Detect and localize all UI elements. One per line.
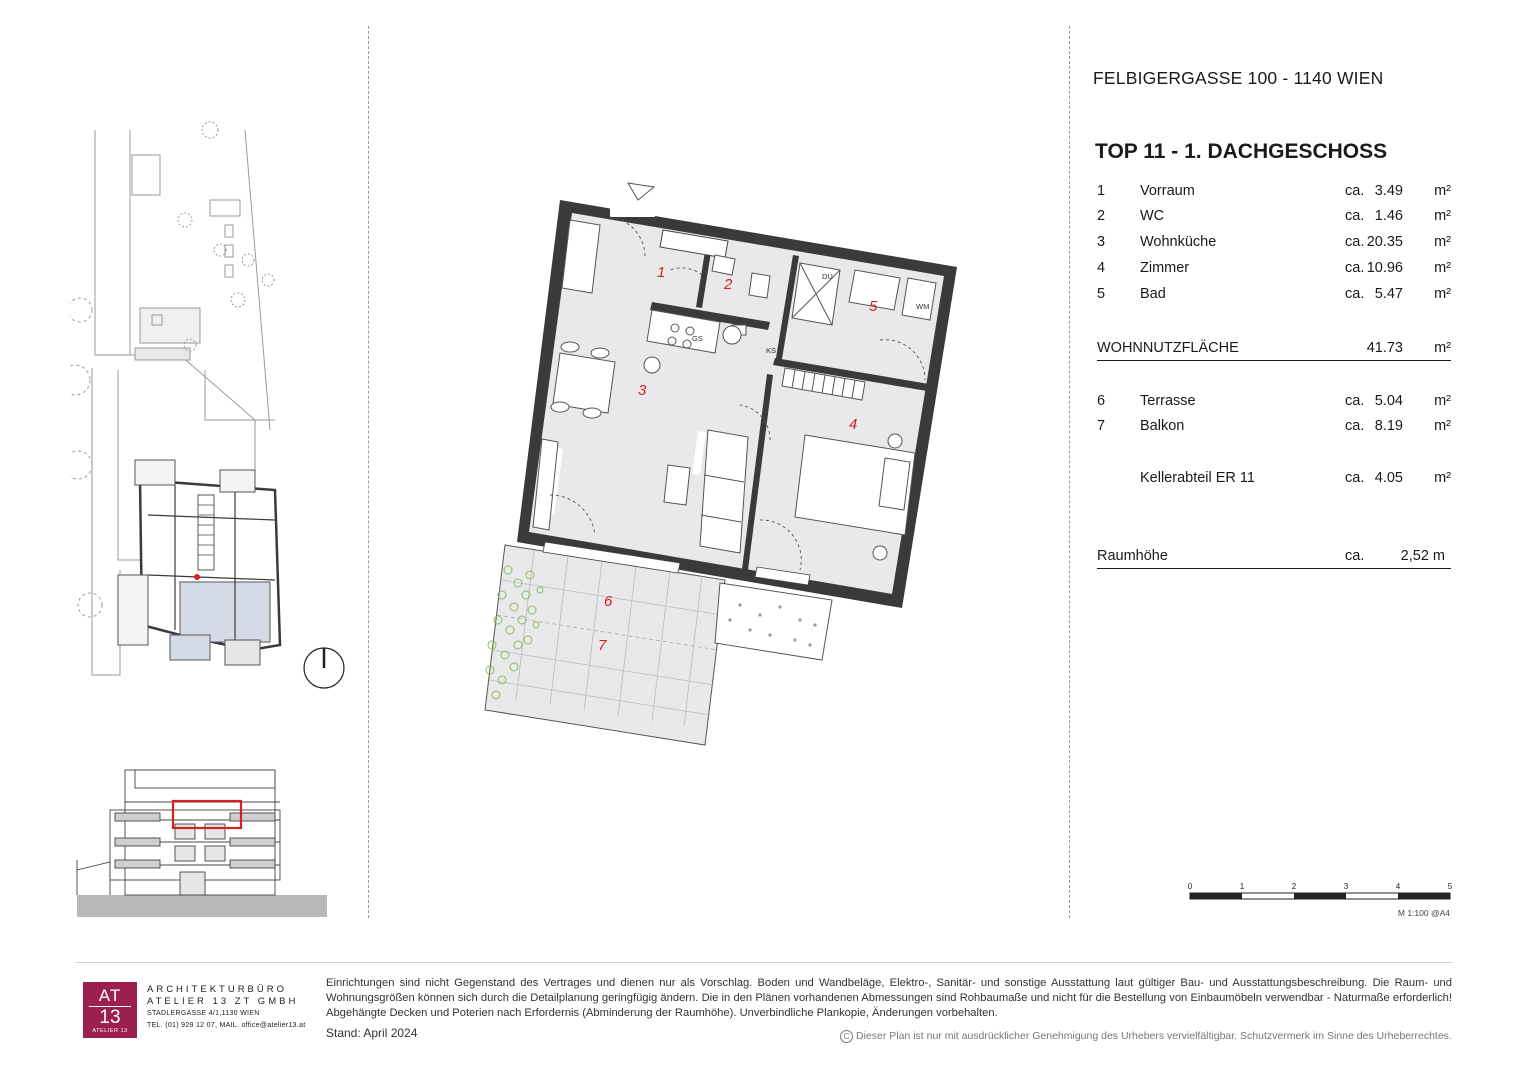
height-ca: ca. xyxy=(1345,548,1365,564)
address: FELBIGERGASSE 100 - 1140 WIEN xyxy=(1093,68,1384,88)
outdoor-name: Terrasse xyxy=(1140,393,1196,409)
room-number: 2 xyxy=(1097,208,1106,224)
logo-text-top: AT xyxy=(98,986,122,1005)
outdoor-number: 6 xyxy=(1097,393,1106,409)
room-label-5: 5 xyxy=(869,298,878,315)
height-label: Raumhöhe xyxy=(1097,548,1168,564)
disclaimer: Einrichtungen sind nicht Gegenstand des Vertrages und dienen nur als Vorschlag. Boden und Wandbeläge, Elektro-, Sanitär- und sonstige Ausstattung laut gültiger Bau- und Ausstattungsbeschreibung. Die Raum- und Wohnungsgrößen können sich durch die Detailplanung geringfügig ändern. Die in den Plänen vorhandenen Abmessungen sind Rohbaumaße und nicht für die Bestellung von Einbaumöbeln verwendbar - Naturmaße erforderlich! Abgehängte Decken und Poterien nach Erfordernis (Abminderung der Raumhöhe). Unverbindliche Plankopie, Änderungen vorbehalten. xyxy=(326,977,1452,1020)
room-label-7: 7 xyxy=(598,637,607,654)
building-footprint xyxy=(118,460,280,665)
room-name: WC xyxy=(1140,208,1165,224)
scale-bar xyxy=(1186,878,1456,922)
room-unit: m² xyxy=(1434,234,1451,250)
total-row xyxy=(1097,340,1451,361)
stand-date: Stand: April 2024 xyxy=(326,1026,418,1040)
outdoor-area: 8.19 xyxy=(1374,418,1403,434)
room-label-1: 1 xyxy=(657,264,666,281)
firm-line: ARCHITEKTURBÜRO xyxy=(147,984,288,995)
firm-contact: TEL. (01) 929 12 07, MAIL. office@atelier13.at xyxy=(147,1022,306,1029)
copyright-text: Dieser Plan ist nur mit ausdrücklicher Genehmigung des Urhebers vervielfältigbar. Schutzvermerk im Sinne des Urheberrechtes. xyxy=(856,1030,1452,1042)
outdoor-row xyxy=(1097,418,1451,438)
shower-label: DU xyxy=(822,272,833,281)
company-logo xyxy=(83,982,137,1038)
divider-right xyxy=(1069,26,1070,918)
scale-tick: 2 xyxy=(1291,882,1297,891)
room-name: Wohnküche xyxy=(1140,234,1217,250)
washer-label: WM xyxy=(916,302,930,311)
room-area: 20.35 xyxy=(1366,234,1403,250)
outdoor-area: 5.04 xyxy=(1374,393,1403,409)
room-ca: ca. xyxy=(1345,234,1365,250)
outdoor-unit: m² xyxy=(1434,418,1451,434)
outdoor-name: Balkon xyxy=(1140,418,1185,434)
outdoor-ca: ca. xyxy=(1345,393,1365,409)
outdoor-ca: ca. xyxy=(1345,418,1365,434)
logo-subtext: ATELIER 13 xyxy=(92,1028,128,1034)
entrance-arrow-icon xyxy=(628,183,654,200)
room-label-6: 6 xyxy=(604,593,613,610)
scale-tick: 1 xyxy=(1239,882,1245,891)
room-number: 3 xyxy=(1097,234,1106,250)
north-arrow xyxy=(304,648,344,688)
unit-title: TOP 11 - 1. DACHGESCHOSS xyxy=(1095,140,1388,163)
room-row xyxy=(1097,260,1451,280)
cellar-name: Kellerabteil ER 11 xyxy=(1140,470,1255,486)
cellar-unit: m² xyxy=(1434,470,1451,486)
room-name: Zimmer xyxy=(1140,260,1190,276)
room-area: 5.47 xyxy=(1374,286,1403,302)
total-area: 41.73 xyxy=(1366,340,1403,356)
room-label-2: 2 xyxy=(724,276,733,293)
firm-address: STADLERGASSE 4/1,1130 WIEN xyxy=(147,1010,260,1017)
floor-plan xyxy=(470,175,1010,755)
outdoor-number: 7 xyxy=(1097,418,1106,434)
outdoor-unit: m² xyxy=(1434,393,1451,409)
room-area: 10.96 xyxy=(1366,260,1403,276)
room-unit: m² xyxy=(1434,286,1451,302)
room-ca: ca. xyxy=(1345,260,1365,276)
room-unit: m² xyxy=(1434,183,1451,199)
firm-line: ATELIER 13 ZT GMBH xyxy=(147,996,299,1007)
room-area: 1.46 xyxy=(1374,208,1403,224)
copyright-icon: C xyxy=(840,1030,853,1043)
logo-text-bottom: 13 xyxy=(99,1007,121,1028)
room-name: Bad xyxy=(1140,286,1166,302)
scale-tick: 5 xyxy=(1447,882,1453,891)
copyright-notice xyxy=(840,1030,1452,1043)
room-number: 4 xyxy=(1097,260,1106,276)
room-row xyxy=(1097,208,1451,228)
room-unit: m² xyxy=(1434,260,1451,276)
height-row xyxy=(1097,548,1451,569)
scale-tick: 3 xyxy=(1343,882,1349,891)
room-row xyxy=(1097,286,1451,306)
cellar-area: 4.05 xyxy=(1374,470,1403,486)
room-number: 5 xyxy=(1097,286,1106,302)
room-ca: ca. xyxy=(1345,286,1365,302)
room-ca: ca. xyxy=(1345,183,1365,199)
firm-info xyxy=(147,984,306,1032)
fridge-label: KS xyxy=(766,346,777,355)
scale-tick: 0 xyxy=(1187,882,1193,891)
room-label-3: 3 xyxy=(638,382,647,399)
location-marker xyxy=(194,574,200,580)
room-ca: ca. xyxy=(1345,208,1365,224)
room-number: 1 xyxy=(1097,183,1106,199)
scale-note: M 1:100 @A4 xyxy=(1397,908,1450,918)
room-label-4: 4 xyxy=(849,416,858,433)
total-label: WOHNNUTZFLÄCHE xyxy=(1097,340,1239,356)
cellar-row xyxy=(1097,470,1451,490)
room-name: Vorraum xyxy=(1140,183,1195,199)
site-plan-panel xyxy=(70,120,370,920)
height-value: 2,52 m xyxy=(1400,548,1445,564)
room-area: 3.49 xyxy=(1374,183,1403,199)
room-row xyxy=(1097,234,1451,254)
elevation xyxy=(77,770,327,917)
total-unit: m² xyxy=(1434,340,1451,356)
cellar-ca: ca. xyxy=(1345,470,1365,486)
footer-rule xyxy=(76,962,1452,963)
stove-label: GS xyxy=(692,334,703,343)
room-row xyxy=(1097,183,1451,203)
room-unit: m² xyxy=(1434,208,1451,224)
scale-tick: 4 xyxy=(1395,882,1401,891)
outdoor-row xyxy=(1097,393,1451,413)
